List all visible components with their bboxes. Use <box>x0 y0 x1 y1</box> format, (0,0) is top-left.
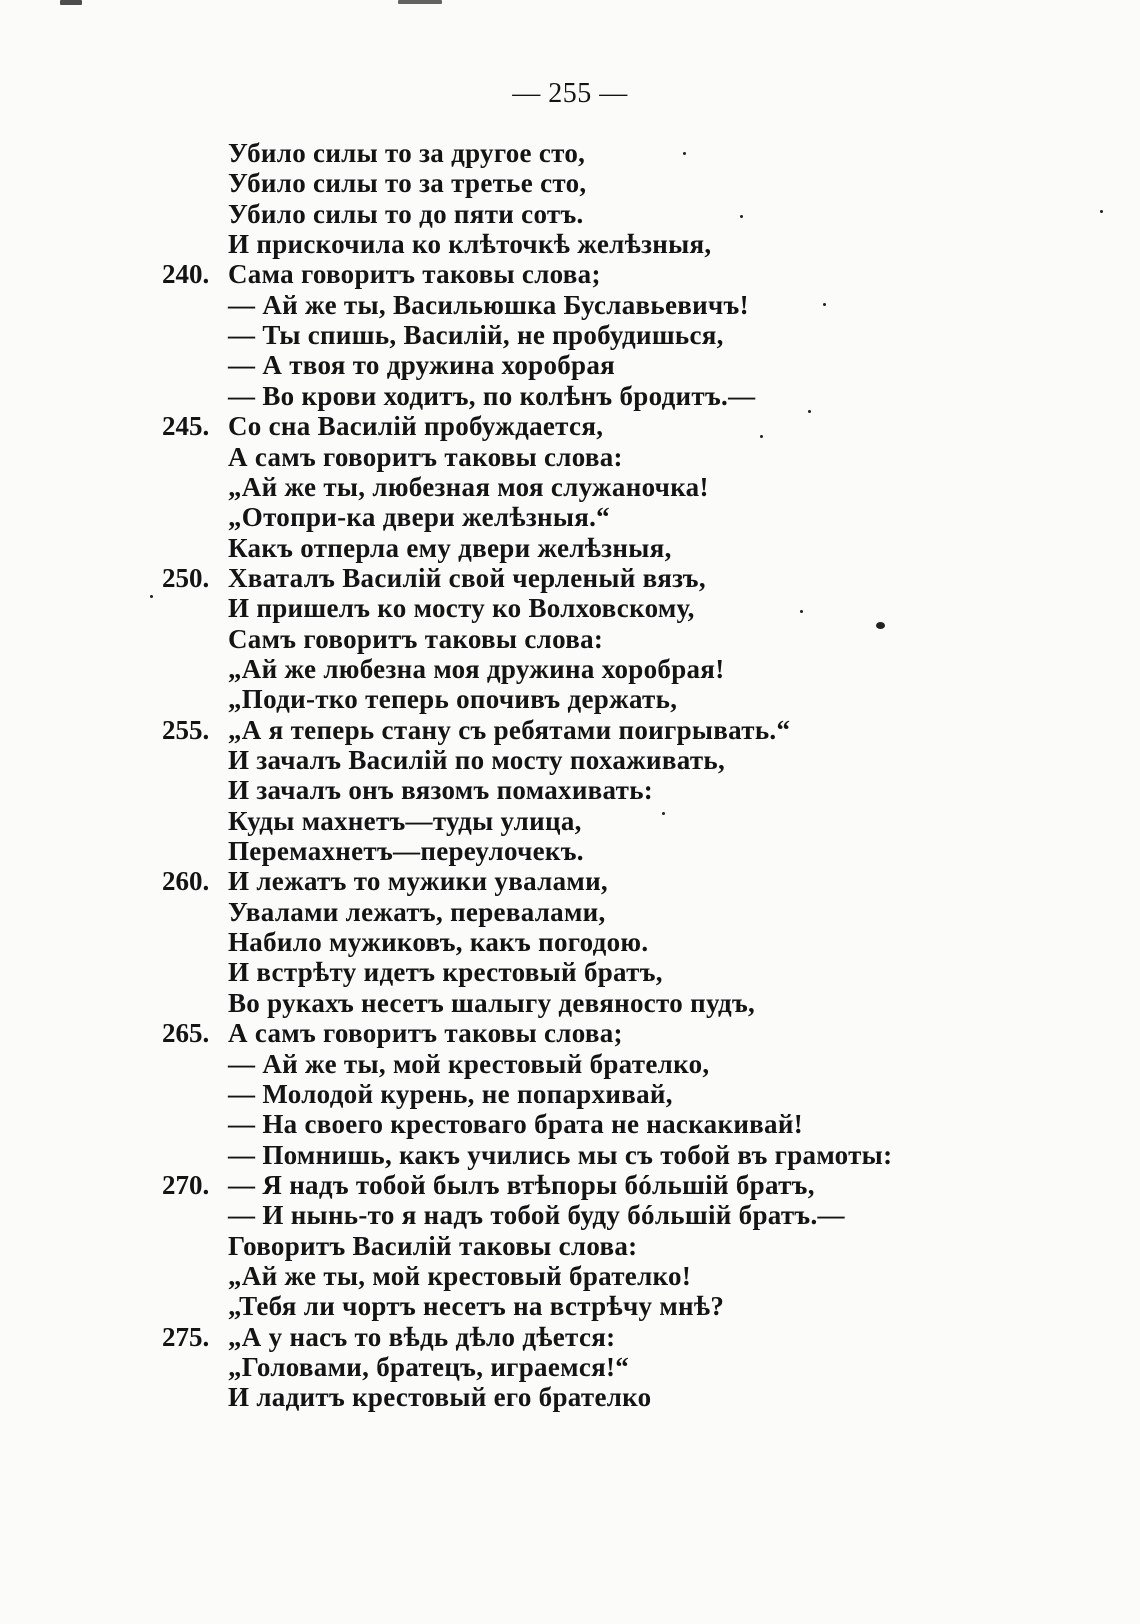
verse-text: „Головами, братецъ, играемся!“ <box>228 1352 630 1382</box>
page-number: — 255 — <box>512 78 628 109</box>
line-number: 265. <box>162 1018 210 1048</box>
verse-text: И ладитъ крестовый его брателко <box>228 1382 652 1412</box>
ink-speck <box>823 303 826 306</box>
ink-speck <box>760 435 763 438</box>
ink-speck <box>683 152 686 155</box>
verse-text: — Ай же ты, Васильюшка Буславьевичъ! <box>228 290 749 320</box>
verse-text: Со сна Василій пробуждается, <box>228 411 604 441</box>
verse-text: Какъ отперла ему двери желѣзныя, <box>228 533 672 563</box>
ink-speck <box>800 610 803 613</box>
verse-text: „Тебя ли чортъ несетъ на встрѣчу мнѣ? <box>228 1291 725 1321</box>
verse-text: „Отопри-ка двери желѣзныя.“ <box>228 502 610 532</box>
verse-text: Убило силы то до пяти сотъ. <box>228 199 584 229</box>
line-number: 250. <box>162 563 210 593</box>
ink-speck <box>60 0 82 5</box>
line-number: 240. <box>162 259 210 289</box>
verse-text: Сама говоритъ таковы слова; <box>228 259 601 289</box>
verse-text: „А у насъ то вѣдь дѣло дѣется: <box>228 1322 616 1352</box>
verse-text: И лежатъ то мужики увалами, <box>228 866 608 896</box>
verse-text: Куды махнетъ—туды улица, <box>228 806 582 836</box>
ink-speck <box>1100 210 1103 213</box>
verse-text: И встрѣту идетъ крестовый братъ, <box>228 957 663 987</box>
verse-text: — А твоя то дружина хоробрая <box>228 350 616 380</box>
verse-text: А самъ говоритъ таковы слова; <box>228 1018 623 1048</box>
verse-text: „Ай же ты, мой крестовый брателко! <box>228 1261 692 1291</box>
verse-text: — На своего крестоваго брата не наскакивай! <box>228 1109 804 1139</box>
verse-text: — Во крови ходитъ, по колѣнъ бродитъ.— <box>228 381 756 411</box>
verse-text: — Я надъ тобой былъ втѣпоры бóльшій братъ, <box>228 1170 815 1200</box>
verse-text: И прискочила ко клѣточкѣ желѣзныя, <box>228 229 712 259</box>
verse-text: „Ай же любезна моя дружина хоробрая! <box>228 654 725 684</box>
ink-speck <box>740 215 743 218</box>
verse-text: И зачалъ онъ вязомъ помахивать: <box>228 775 654 805</box>
verse-text: А самъ говоритъ таковы слова: <box>228 442 623 472</box>
verse-text: Во рукахъ несетъ шалыгу девяносто пудъ, <box>228 988 756 1018</box>
verse-text: — И нынь-то я надъ тобой буду бóльшій братъ.— <box>228 1200 845 1230</box>
ink-speck <box>876 622 885 629</box>
verse-text: Перемахнетъ—переулочекъ. <box>228 836 584 866</box>
verse-text: Самъ говоритъ таковы слова: <box>228 624 604 654</box>
verse-text: Хваталъ Василій свой черленый вязъ, <box>228 563 706 593</box>
line-number: 245. <box>162 411 210 441</box>
verse-text: И зачалъ Василій по мосту похаживать, <box>228 745 726 775</box>
ink-speck <box>808 410 811 413</box>
verse-text: Набило мужиковъ, какъ погодою. <box>228 927 649 957</box>
line-number: 255. <box>162 715 210 745</box>
verse-text: „А я теперь стану съ ребятами поигрывать.“ <box>228 715 791 745</box>
verse-text: Увалами лежатъ, перевалами, <box>228 897 606 927</box>
line-number: 260. <box>162 866 210 896</box>
line-number: 270. <box>162 1170 210 1200</box>
verse-text: И пришелъ ко мосту ко Волховскому, <box>228 593 695 623</box>
ink-speck <box>150 595 153 598</box>
verse-text: — Помнишь, какъ учились мы съ тобой въ грамоты: <box>228 1140 893 1170</box>
verse-text: — Ай же ты, мой крестовый брателко, <box>228 1049 710 1079</box>
verse-text: Убило силы то за другое сто, <box>228 138 586 168</box>
verse-text: „Ай же ты, любезная моя служаночка! <box>228 472 709 502</box>
verse-text: Говоритъ Василій таковы слова: <box>228 1231 638 1261</box>
verse-text: — Ты спишь, Василій, не пробудишься, <box>228 320 724 350</box>
verse-text: Убило силы то за третье сто, <box>228 168 587 198</box>
ink-speck <box>662 812 665 815</box>
verse-text: — Молодой курень, не попархивай, <box>228 1079 673 1109</box>
line-number: 275. <box>162 1322 210 1352</box>
ink-speck <box>398 0 442 4</box>
verse-text: „Поди-тко теперь опочивъ держать, <box>228 684 678 714</box>
